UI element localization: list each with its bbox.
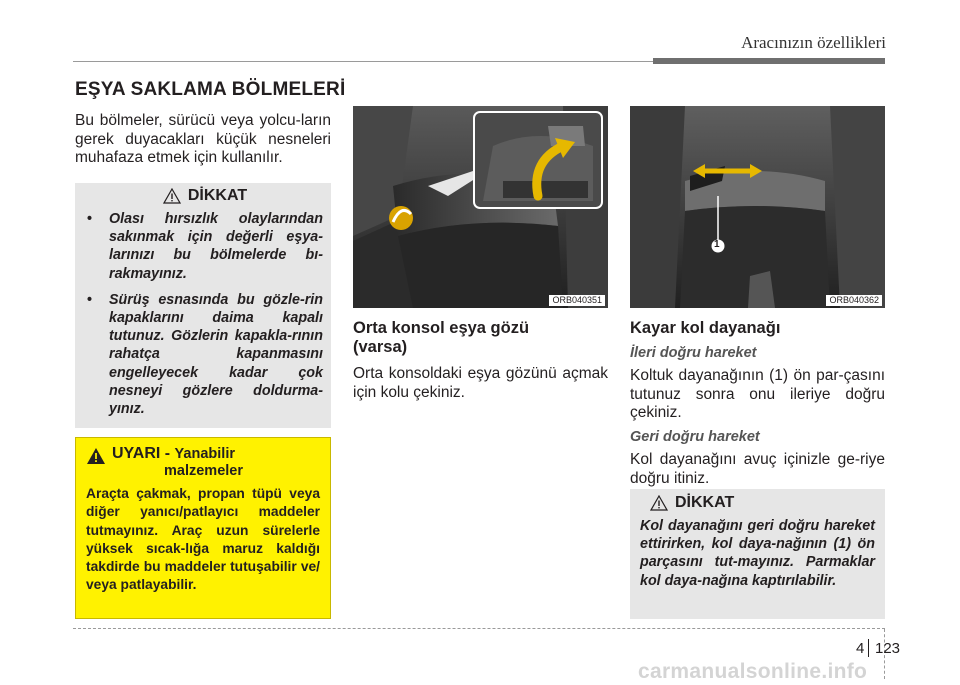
bullet: • xyxy=(87,211,93,227)
running-header: Aracınızın özellikleri xyxy=(741,33,886,52)
forward-movement-text: Koltuk dayanağının (1) ön par-çasını tutunuz sonra onu ileriye doğru çekiniz. xyxy=(630,367,885,422)
caution-item-text: Sürüş esnasında bu gözle-rin kapaklarını daima kapalı tutunuz. Gözlerin kapakla-rının rahatça kapanmasını engelleyecek kadar çok nesneyi gözlere doldurma-yınız. xyxy=(109,291,323,418)
caution-header xyxy=(640,494,875,512)
console-heading-line1: Orta konsol eşya gözü xyxy=(353,319,530,337)
figure-code: ORB040362 xyxy=(826,295,882,306)
warning-box-flammables xyxy=(75,437,331,619)
header-rule-accent xyxy=(653,58,885,64)
warning-body: Araçta çakmak, propan tüpü veya diğer yanıcı/patlayıcı maddeler tutmayınız. Araç uzun sürelerle yüksek sıcak-lığa maruz kaldığı takdirde bu maddeler tutuşabilir ve/ veya patlayabilir. xyxy=(86,486,320,593)
warning-subtitle-line2: malzemeler xyxy=(164,463,243,479)
caution-text: Kol dayanağını geri doğru hareket ettirirken, kol daya-nağının (1) ön parçasını tut-mayınız. Parmaklar kol daya-nağına kaptırılabilir. xyxy=(640,518,875,589)
callout-number: 1 xyxy=(714,239,720,250)
warning-label: UYARI - xyxy=(112,445,171,462)
watermark: carmanualsonline.info xyxy=(638,660,868,683)
warning-title-block xyxy=(112,445,243,479)
footer-rule xyxy=(73,628,885,629)
caution-box-armrest xyxy=(630,489,885,619)
backward-movement-text: Kol dayanağını avuç içinizle ge-riye doğru itiniz. xyxy=(630,451,885,487)
figure-center-console xyxy=(353,106,608,308)
caution-item-valuables xyxy=(87,210,323,283)
warning-header xyxy=(86,445,320,479)
armrest-heading: Kayar kol dayanağı xyxy=(630,319,781,337)
warning-filled-triangle-icon xyxy=(86,447,106,465)
caution-item-text: Olası hırsızlık olaylarından sakınmak için değerli eşya-larınızı bu bölmelerde bı-rakmayınız. xyxy=(109,211,323,282)
page-number: 123 xyxy=(875,640,901,657)
page-separator xyxy=(868,639,869,657)
caution-item-keep-closed xyxy=(87,291,323,418)
warning-subtitle-line1: Yanabilir xyxy=(174,446,235,462)
armrest-photo-illustration xyxy=(630,106,885,308)
figure-code: ORB040351 xyxy=(549,295,605,306)
caution-title: DİKKAT xyxy=(187,187,248,204)
backward-movement-title: Geri doğru hareket xyxy=(630,429,760,445)
console-instructions: Orta konsoldaki eşya gözünü açmak için kolu çekiniz. xyxy=(353,365,608,401)
caution-title: DİKKAT xyxy=(675,494,735,511)
caution-list xyxy=(87,210,323,418)
caution-box-theft xyxy=(75,183,331,428)
bullet: • xyxy=(87,291,93,308)
intro-paragraph: Bu bölmeler, sürücü veya yolcu-ların gerek duyacakları küçük nesneleri muhafaza etmek için kullanılır. xyxy=(75,112,331,167)
section-title: EŞYA SAKLAMA BÖLMELERİ xyxy=(75,79,346,100)
caution-header xyxy=(87,187,323,205)
chapter-number: 4 xyxy=(856,640,865,657)
forward-movement-title: İleri doğru hareket xyxy=(630,345,757,361)
figure-sliding-armrest xyxy=(630,106,885,308)
console-photo-illustration xyxy=(353,106,608,308)
console-heading xyxy=(353,319,608,357)
warning-triangle-icon xyxy=(163,188,181,204)
warning-triangle-icon xyxy=(650,495,668,511)
console-heading-line2: (varsa) xyxy=(353,338,408,356)
